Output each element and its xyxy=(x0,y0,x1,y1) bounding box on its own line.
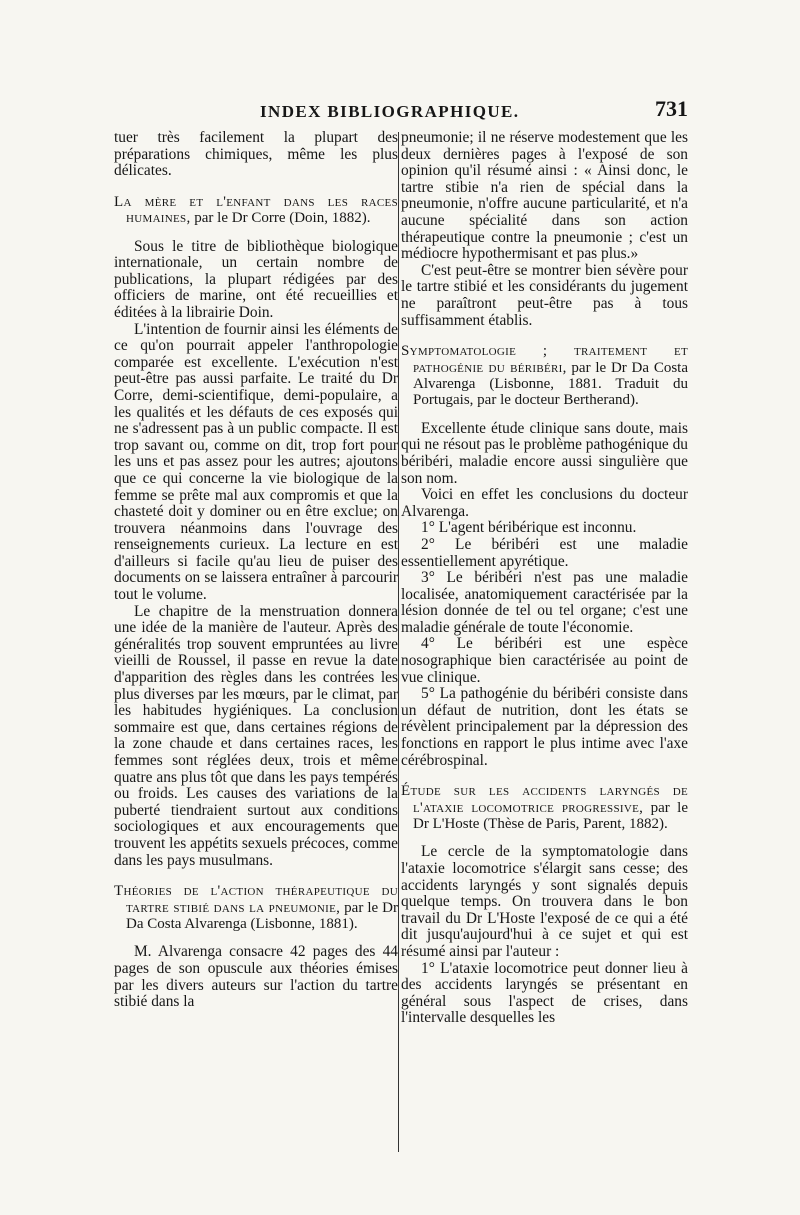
bibliography-entry xyxy=(114,194,398,227)
entry-details: par le Dr Da Costa Alvarenga (Lisbonne, 1881. Traduit du Portugais, par le docteur Bertherand). xyxy=(413,359,688,409)
paragraph: Voici en effet les conclusions du docteur Alvarenga. xyxy=(401,486,688,520)
paragraph-continuation: pneumonie; il ne réserve modestement que les deux dernières pages à l'exposé de son opinion qu'il résumé ainsi : « Ainsi donc, le tartre stibie n'a rien de spécial dans la pneumonie, n'offre aucune particularité, et n'a aucune spécialité dans son action thérapeutique contre la pneumonie ; c'est un médiocre hypothermisant et pas plus.» xyxy=(401,130,688,263)
paragraph: 1° L'ataxie locomotrice peut donner lieu à des accidents laryngés se présentant en général sous l'aspect de crises, dans l'intervalle desquelles les xyxy=(401,959,688,1027)
paragraph: Le chapitre de la menstruation donnera une idée de la manière de l'auteur. Après des généralités trop souvent empruntées au livre vieilli de Roussel, il passe en revue la date d'apparition des règles dans les contrées les plus diverses par les mœurs, par le climat, par les habitudes hygiéniques. La conclusion sommaire est que, dans certaines régions de la zone chaude et dans certaines races, les femmes sont réglées deux, trois et même quatre ans plus tôt que dans les pays tempérés ou froids. Les causes des variations de la puberté tiendraient surtout aux conditions sociologiques et aux encouragements que trouvent les appétits sexuels précoces, comme dans les pays musulmans. xyxy=(114,602,398,869)
right-column xyxy=(401,130,688,1160)
entry-details: par le Dr Da Costa Alvarenga (Lisbonne, 1881). xyxy=(126,899,398,932)
entry-details: par le Dr Corre (Doin, 1882). xyxy=(190,210,371,227)
bibliography-entry xyxy=(401,343,688,409)
page-number: 731 xyxy=(655,96,688,121)
entry-title: Étude sur les accidents laryngés de l'ataxie locomotrice progressive, xyxy=(401,783,688,816)
paragraph: M. Alvarenga consacre 42 pages des 44 pages de son opuscule aux théories émises par les divers auteurs sur l'action du tartre stibié dans la xyxy=(114,943,398,1011)
paragraph: Le cercle de la symptomatologie dans l'ataxie locomotrice s'élargit sans cesse; des accidents laryngés y sont signalés depuis quelque temps. On trouvera dans le bon travail du Dr L'Hoste l'exposé de ce qui a été dit jusqu'aujourd'hui à ce sujet et qui est résumé ainsi par l'auteur : xyxy=(401,843,688,960)
paragraph: Excellente étude clinique sans doute, mais qui ne résout pas le problème pathogénique du béribéri, maladie encore aussi singulière que son nom. xyxy=(401,419,688,487)
bibliography-entry xyxy=(114,883,398,932)
conclusion-item: 5° La pathogénie du béribéri consiste dans un défaut de nutrition, dont les états se révèlent principalement par la dépression des fonctions en rapport le plus intime avec l'axe cérébrospinal. xyxy=(401,685,688,769)
column-divider xyxy=(398,132,399,1152)
entry-title: Symptomatologie ; traitement et pathogénie du béribéri, xyxy=(401,343,688,376)
conclusion-item: 1° L'agent béribérique est inconnu. xyxy=(421,519,637,537)
paragraph: C'est peut-être se montrer bien sévère pour le tartre stibié et les considérants du jugement ne paraîtront peut-être pas à tous suffisamment établis. xyxy=(401,261,688,329)
left-column xyxy=(114,130,398,1160)
page-header xyxy=(110,96,688,126)
conclusion-item: 4° Le béribéri est une espèce nosographique bien caractérisée au point de vue clinique. xyxy=(401,635,688,686)
entry-details: par le Dr L'Hoste (Thèse de Paris, Parent, 1882). xyxy=(413,799,688,833)
entry-title: Théories de l'action thérapeutique du tartre stibié dans la pneumonie, xyxy=(114,883,398,916)
paragraph-continuation: tuer très facilement la plupart des préparations chimiques, même les plus délicates. xyxy=(114,130,398,180)
running-title: INDEX BIBLIOGRAPHIQUE. xyxy=(260,102,520,121)
bibliography-entry xyxy=(401,783,688,832)
conclusion-item: 2° Le béribéri est une maladie essentiellement apyrétique. xyxy=(401,535,688,570)
paragraph: L'intention de fournir ainsi les éléments de ce qu'on pourrait appeler l'anthropologie comparée est excellente. L'exécution n'est peut-être pas aussi parfaite. Le traité du Dr Corre, demi-scientifique, demi-populaire, a les qualités et les défauts de ces exposés qui ne s'adressent pas à un public compacte. Il est trop savant ou, comme on dit, trop fort pour les uns et pas assez pour les autres; ajoutons que ce qui concerne la vie biologique de la femme se prête mal aux compromis et que la chasteté doit y dominer ou en être exclue; on trouvera néanmoins dans l'ouvrage des renseignements curieux. La lecture en est d'ailleurs si facile qu'au lieu de puiser des documents on se laissera entraîner à parcourir tout le volume. xyxy=(114,320,398,604)
conclusion-item: 3° Le béribéri n'est pas une maladie localisée, anatomiquement caractérisée par la lésion donnée de tel ou tel organe; c'est une maladie générale de toute l'économie. xyxy=(401,569,688,636)
paragraph: Sous le titre de bibliothèque biologique internationale, un certain nombre de publications, la plupart rédigées par des officiers de marine, ont été recueillies et éditées à la librairie Doin. xyxy=(114,237,398,321)
entry-title: La mère et l'enfant dans les races humaines, xyxy=(114,193,398,227)
